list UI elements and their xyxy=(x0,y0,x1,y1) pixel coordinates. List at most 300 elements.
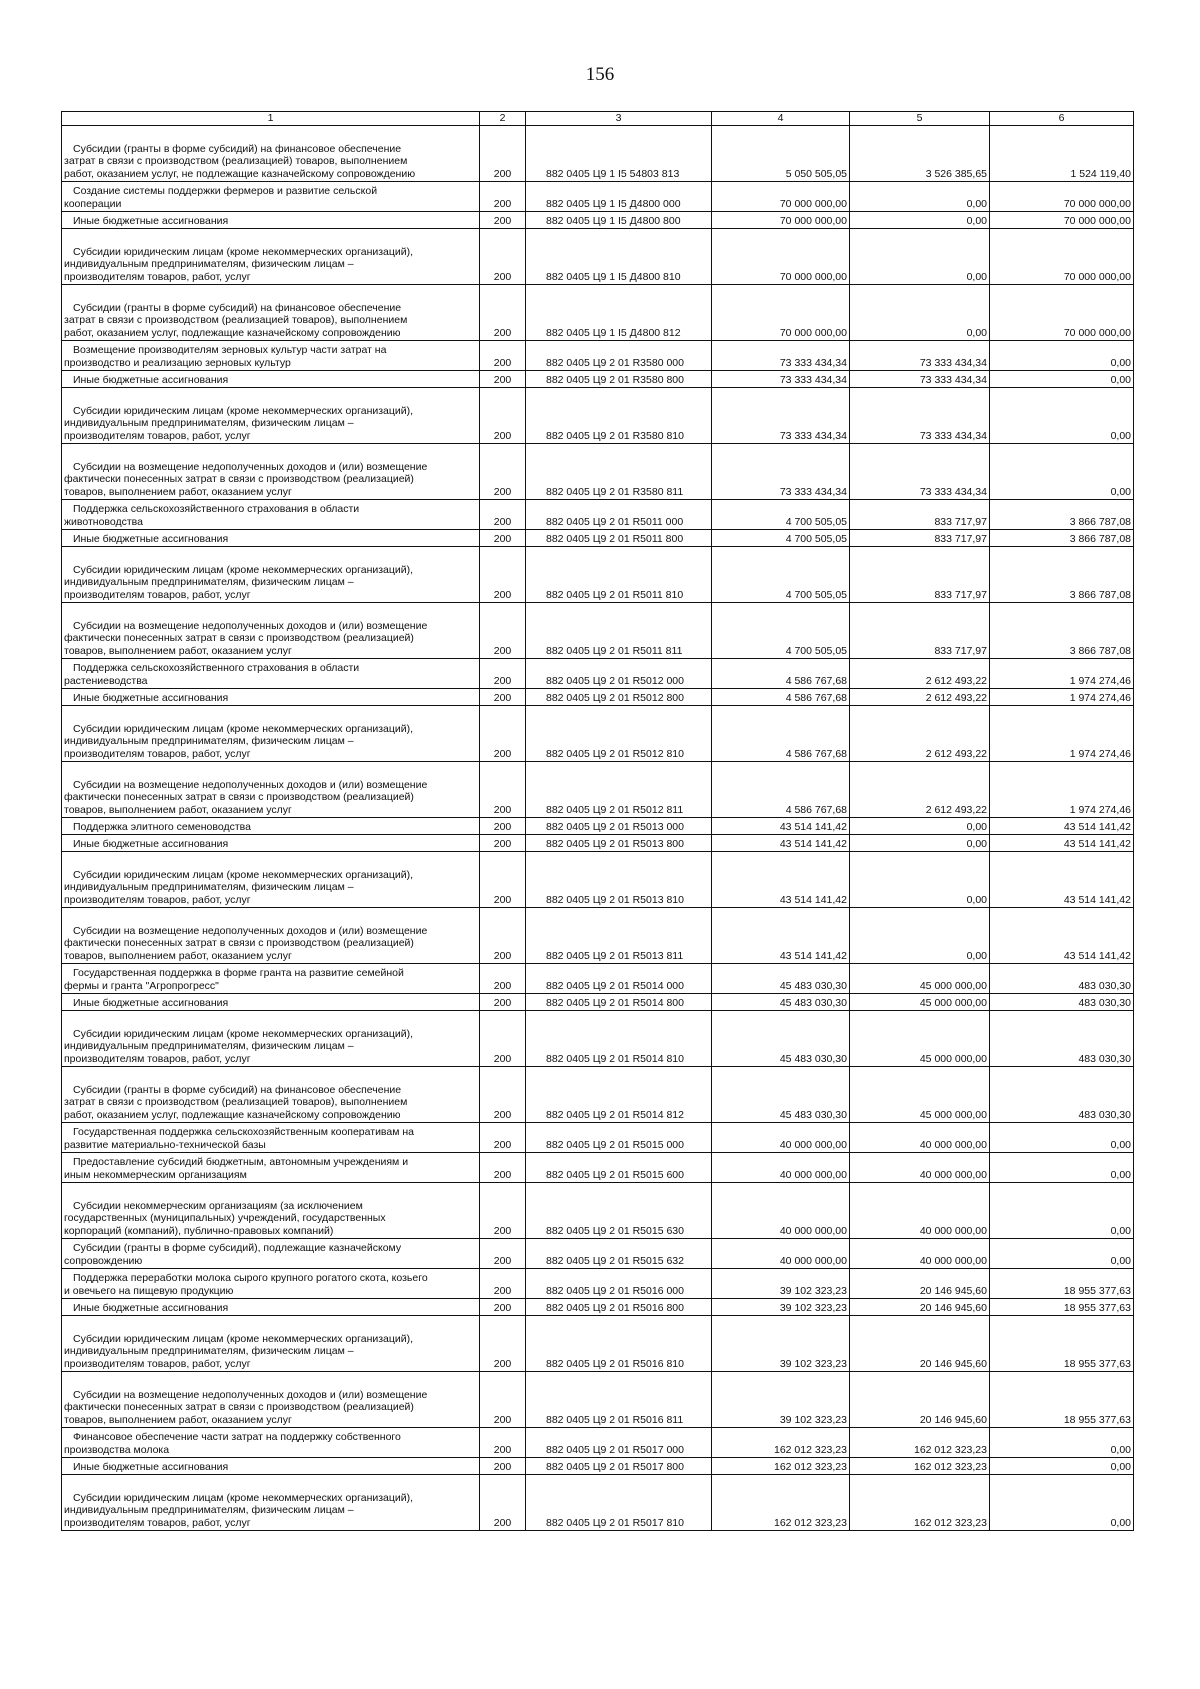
row-value-col4: 40 000 000,00 xyxy=(712,1123,850,1153)
description-line: Иные бюджетные ассигнования xyxy=(73,837,229,850)
table-row xyxy=(62,1428,1134,1458)
row-value-col6: 18 955 377,63 xyxy=(990,1316,1134,1372)
row-value-col4: 39 102 323,23 xyxy=(712,1316,850,1372)
row-budget-classification: 882 0405 Ц9 2 01 R5015 632 xyxy=(526,1239,712,1269)
description-line: товаров, выполнением работ, оказанием услуг xyxy=(64,949,292,962)
row-value-col5: 833 717,97 xyxy=(850,603,990,659)
row-description xyxy=(62,1183,480,1239)
table-row xyxy=(62,706,1134,762)
description-line: затрат в связи с производством (реализацией товаров), выполнением xyxy=(64,314,408,327)
description-line: Поддержка сельскохозяйственного страхования в области xyxy=(73,503,360,516)
row-description xyxy=(62,1269,480,1299)
row-description xyxy=(62,341,480,371)
column-header: 6 xyxy=(990,112,1134,126)
table-row xyxy=(62,1067,1134,1123)
row-value-col4: 4 586 767,68 xyxy=(712,762,850,818)
table-row xyxy=(62,229,1134,285)
row-code: 200 xyxy=(480,1372,526,1428)
row-description xyxy=(62,1299,480,1316)
description-line: фактически понесенных затрат в связи с производством (реализацией) xyxy=(64,632,414,645)
description-line: Финансовое обеспечение части затрат на поддержку собственного xyxy=(73,1431,401,1444)
row-budget-classification: 882 0405 Ц9 2 01 R3580 811 xyxy=(526,444,712,500)
row-value-col4: 70 000 000,00 xyxy=(712,285,850,341)
table-row xyxy=(62,964,1134,994)
row-value-col6: 18 955 377,63 xyxy=(990,1372,1134,1428)
row-description xyxy=(62,1475,480,1531)
table-row xyxy=(62,1123,1134,1153)
row-code: 200 xyxy=(480,1239,526,1269)
description-line: Иные бюджетные ассигнования xyxy=(73,691,229,704)
description-line: Субсидии юридическим лицам (кроме некоммерческих организаций), xyxy=(73,245,414,258)
column-header: 3 xyxy=(526,112,712,126)
row-value-col6: 0,00 xyxy=(990,1123,1134,1153)
description-line: Поддержка сельскохозяйственного страхования в области xyxy=(73,662,360,675)
row-code: 200 xyxy=(480,1183,526,1239)
row-description xyxy=(62,229,480,285)
row-description xyxy=(62,1428,480,1458)
row-value-col5: 40 000 000,00 xyxy=(850,1123,990,1153)
row-budget-classification: 882 0405 Ц9 2 01 R5011 811 xyxy=(526,603,712,659)
description-line: Субсидии юридическим лицам (кроме некоммерческих организаций), xyxy=(73,1027,414,1040)
row-value-col4: 43 514 141,42 xyxy=(712,908,850,964)
row-budget-classification: 882 0405 Ц9 2 01 R5011 810 xyxy=(526,547,712,603)
table-row xyxy=(62,1372,1134,1428)
row-value-col4: 70 000 000,00 xyxy=(712,212,850,229)
row-value-col4: 4 700 505,05 xyxy=(712,547,850,603)
description-line: Субсидии юридическим лицам (кроме некоммерческих организаций), xyxy=(73,1332,414,1345)
table-row xyxy=(62,388,1134,444)
description-line: индивидуальным предпринимателям, физическим лицам – xyxy=(64,417,354,430)
row-value-col6: 43 514 141,42 xyxy=(990,852,1134,908)
row-value-col6: 18 955 377,63 xyxy=(990,1269,1134,1299)
row-budget-classification: 882 0405 Ц9 2 01 R3580 800 xyxy=(526,371,712,388)
description-line: товаров, выполнением работ, оказанием услуг xyxy=(64,644,292,657)
row-code: 200 xyxy=(480,689,526,706)
description-line: товаров, выполнением работ, оказанием услуг xyxy=(64,485,292,498)
row-code: 200 xyxy=(480,659,526,689)
description-line: фактически понесенных затрат в связи с производством (реализацией) xyxy=(64,937,414,950)
row-value-col6: 0,00 xyxy=(990,1475,1134,1531)
row-code: 200 xyxy=(480,212,526,229)
row-value-col4: 45 483 030,30 xyxy=(712,1067,850,1123)
description-line: Субсидии (гранты в форме субсидий) на финансовое обеспечение xyxy=(73,142,402,155)
table-row xyxy=(62,1475,1134,1531)
description-line: работ, оказанием услуг, подлежащие казначейскому сопровождению xyxy=(64,1108,401,1121)
table-row xyxy=(62,285,1134,341)
description-line: Субсидии юридическим лицам (кроме некоммерческих организаций), xyxy=(73,868,414,881)
description-line: товаров, выполнением работ, оказанием услуг xyxy=(64,1413,292,1426)
row-value-col6: 483 030,30 xyxy=(990,1011,1134,1067)
row-value-col4: 4 586 767,68 xyxy=(712,706,850,762)
row-value-col6: 483 030,30 xyxy=(990,1067,1134,1123)
table-row xyxy=(62,1458,1134,1475)
row-description xyxy=(62,212,480,229)
row-budget-classification: 882 0405 Ц9 2 01 R5017 810 xyxy=(526,1475,712,1531)
table-row xyxy=(62,212,1134,229)
row-value-col6: 483 030,30 xyxy=(990,964,1134,994)
table-row xyxy=(62,444,1134,500)
row-value-col6: 18 955 377,63 xyxy=(990,1299,1134,1316)
row-value-col5: 45 000 000,00 xyxy=(850,964,990,994)
row-code: 200 xyxy=(480,603,526,659)
row-description xyxy=(62,1011,480,1067)
description-line: Иные бюджетные ассигнования xyxy=(73,373,229,386)
row-budget-classification: 882 0405 Ц9 2 01 R5012 810 xyxy=(526,706,712,762)
description-line: Возмещение производителям зерновых культур части затрат на xyxy=(73,344,387,357)
description-line: иным некоммерческим организациям xyxy=(64,1168,247,1181)
description-line: производителям товаров, работ, услуг xyxy=(64,1357,251,1370)
description-line: Предоставление субсидий бюджетным, автономным учреждениям и xyxy=(73,1156,409,1169)
description-line: производство и реализацию зерновых культур xyxy=(64,356,291,369)
row-value-col5: 3 526 385,65 xyxy=(850,126,990,182)
row-value-col5: 833 717,97 xyxy=(850,530,990,547)
description-line: и овечьего на пищевую продукцию xyxy=(64,1284,234,1297)
row-value-col4: 73 333 434,34 xyxy=(712,371,850,388)
row-value-col5: 162 012 323,23 xyxy=(850,1458,990,1475)
table-row xyxy=(62,762,1134,818)
row-value-col6: 1 974 274,46 xyxy=(990,659,1134,689)
row-value-col4: 40 000 000,00 xyxy=(712,1239,850,1269)
row-value-col5: 0,00 xyxy=(850,908,990,964)
row-value-col4: 39 102 323,23 xyxy=(712,1372,850,1428)
row-value-col4: 45 483 030,30 xyxy=(712,1011,850,1067)
row-budget-classification: 882 0405 Ц9 2 01 R5012 800 xyxy=(526,689,712,706)
row-description xyxy=(62,126,480,182)
row-value-col4: 73 333 434,34 xyxy=(712,341,850,371)
table-row xyxy=(62,1239,1134,1269)
row-code: 200 xyxy=(480,1475,526,1531)
row-budget-classification: 882 0405 Ц9 2 01 R5017 800 xyxy=(526,1458,712,1475)
description-line: Поддержка элитного семеноводства xyxy=(73,820,251,833)
row-code: 200 xyxy=(480,182,526,212)
header-row xyxy=(62,112,1134,126)
row-budget-classification: 882 0405 Ц9 2 01 R5013 800 xyxy=(526,835,712,852)
description-line: затрат в связи с производством (реализацией) товаров, выполнением xyxy=(64,155,408,168)
row-value-col5: 40 000 000,00 xyxy=(850,1239,990,1269)
row-description xyxy=(62,371,480,388)
row-description xyxy=(62,182,480,212)
row-budget-classification: 882 0405 Ц9 1 I5 Д4800 800 xyxy=(526,212,712,229)
table-row xyxy=(62,818,1134,835)
row-value-col6: 0,00 xyxy=(990,1153,1134,1183)
row-budget-classification: 882 0405 Ц9 1 I5 54803 813 xyxy=(526,126,712,182)
row-description xyxy=(62,852,480,908)
table-row xyxy=(62,182,1134,212)
row-value-col4: 4 586 767,68 xyxy=(712,689,850,706)
row-value-col5: 2 612 493,22 xyxy=(850,706,990,762)
row-value-col4: 4 700 505,05 xyxy=(712,500,850,530)
description-line: индивидуальным предпринимателям, физическим лицам – xyxy=(64,1040,354,1053)
row-value-col5: 20 146 945,60 xyxy=(850,1299,990,1316)
description-line: затрат в связи с производством (реализацией товаров), выполнением xyxy=(64,1096,408,1109)
row-description xyxy=(62,500,480,530)
row-code: 200 xyxy=(480,530,526,547)
row-code: 200 xyxy=(480,388,526,444)
row-value-col6: 43 514 141,42 xyxy=(990,835,1134,852)
row-code: 200 xyxy=(480,341,526,371)
row-value-col5: 2 612 493,22 xyxy=(850,762,990,818)
description-line: фермы и гранта "Агропрогресс" xyxy=(64,979,219,992)
row-code: 200 xyxy=(480,1428,526,1458)
row-budget-classification: 882 0405 Ц9 2 01 R3580 810 xyxy=(526,388,712,444)
description-line: кооперации xyxy=(64,197,122,210)
description-line: Поддержка переработки молока сырого крупного рогатого скота, козьего xyxy=(73,1272,428,1285)
row-value-col6: 483 030,30 xyxy=(990,994,1134,1011)
row-budget-classification: 882 0405 Ц9 1 I5 Д4800 812 xyxy=(526,285,712,341)
description-line: Субсидии на возмещение недополученных доходов и (или) возмещение xyxy=(73,619,428,632)
row-description xyxy=(62,835,480,852)
row-value-col5: 2 612 493,22 xyxy=(850,689,990,706)
row-value-col5: 20 146 945,60 xyxy=(850,1372,990,1428)
row-code: 200 xyxy=(480,285,526,341)
row-value-col5: 0,00 xyxy=(850,835,990,852)
description-line: индивидуальным предпринимателям, физическим лицам – xyxy=(64,576,354,589)
description-line: индивидуальным предпринимателям, физическим лицам – xyxy=(64,1504,354,1517)
table-row xyxy=(62,1299,1134,1316)
table-row xyxy=(62,1316,1134,1372)
row-value-col6: 0,00 xyxy=(990,444,1134,500)
description-line: растениеводства xyxy=(64,674,148,687)
row-value-col4: 4 700 505,05 xyxy=(712,530,850,547)
row-budget-classification: 882 0405 Ц9 2 01 R5015 630 xyxy=(526,1183,712,1239)
row-value-col4: 162 012 323,23 xyxy=(712,1458,850,1475)
row-description xyxy=(62,1458,480,1475)
row-code: 200 xyxy=(480,762,526,818)
row-budget-classification: 882 0405 Ц9 2 01 R5012 811 xyxy=(526,762,712,818)
table-row xyxy=(62,1269,1134,1299)
row-description xyxy=(62,603,480,659)
row-budget-classification: 882 0405 Ц9 1 I5 Д4800 000 xyxy=(526,182,712,212)
row-value-col5: 40 000 000,00 xyxy=(850,1153,990,1183)
row-value-col4: 73 333 434,34 xyxy=(712,388,850,444)
row-code: 200 xyxy=(480,1123,526,1153)
description-line: Субсидии некоммерческим организациям (за исключением xyxy=(73,1199,363,1212)
row-value-col6: 43 514 141,42 xyxy=(990,818,1134,835)
description-line: Субсидии (гранты в форме субсидий), подлежащие казначейскому xyxy=(73,1242,402,1255)
row-description xyxy=(62,1123,480,1153)
row-value-col4: 43 514 141,42 xyxy=(712,818,850,835)
row-budget-classification: 882 0405 Ц9 2 01 R5011 800 xyxy=(526,530,712,547)
row-description xyxy=(62,1153,480,1183)
row-value-col4: 162 012 323,23 xyxy=(712,1428,850,1458)
row-value-col6: 70 000 000,00 xyxy=(990,229,1134,285)
row-value-col5: 73 333 434,34 xyxy=(850,341,990,371)
row-budget-classification: 882 0405 Ц9 2 01 R3580 000 xyxy=(526,341,712,371)
row-description xyxy=(62,908,480,964)
row-value-col5: 73 333 434,34 xyxy=(850,371,990,388)
row-value-col5: 40 000 000,00 xyxy=(850,1183,990,1239)
row-code: 200 xyxy=(480,706,526,762)
description-line: производителям товаров, работ, услуг xyxy=(64,747,251,760)
table-row xyxy=(62,1183,1134,1239)
description-line: производителям товаров, работ, услуг xyxy=(64,1516,251,1529)
description-line: Субсидии на возмещение недополученных доходов и (или) возмещение xyxy=(73,924,428,937)
description-line: Субсидии юридическим лицам (кроме некоммерческих организаций), xyxy=(73,1491,414,1504)
column-header: 2 xyxy=(480,112,526,126)
row-code: 200 xyxy=(480,1269,526,1299)
row-value-col6: 0,00 xyxy=(990,1239,1134,1269)
row-value-col4: 4 586 767,68 xyxy=(712,659,850,689)
row-code: 200 xyxy=(480,852,526,908)
row-value-col4: 43 514 141,42 xyxy=(712,835,850,852)
row-code: 200 xyxy=(480,229,526,285)
row-code: 200 xyxy=(480,835,526,852)
table-row xyxy=(62,341,1134,371)
row-value-col6: 3 866 787,08 xyxy=(990,603,1134,659)
description-line: производителям товаров, работ, услуг xyxy=(64,270,251,283)
row-value-col6: 1 524 119,40 xyxy=(990,126,1134,182)
description-line: Иные бюджетные ассигнования xyxy=(73,214,229,227)
description-line: животноводства xyxy=(64,515,143,528)
row-budget-classification: 882 0405 Ц9 2 01 R5013 810 xyxy=(526,852,712,908)
description-line: производителям товаров, работ, услуг xyxy=(64,429,251,442)
row-value-col6: 1 974 274,46 xyxy=(990,689,1134,706)
row-description xyxy=(62,1372,480,1428)
description-line: работ, оказанием услуг, подлежащие казначейскому сопровождению xyxy=(64,326,401,339)
row-value-col5: 833 717,97 xyxy=(850,547,990,603)
row-value-col6: 0,00 xyxy=(990,1458,1134,1475)
row-code: 200 xyxy=(480,1316,526,1372)
table-row xyxy=(62,1153,1134,1183)
table-row xyxy=(62,689,1134,706)
row-value-col6: 1 974 274,46 xyxy=(990,762,1134,818)
row-code: 200 xyxy=(480,444,526,500)
row-value-col6: 3 866 787,08 xyxy=(990,547,1134,603)
row-value-col4: 45 483 030,30 xyxy=(712,964,850,994)
row-description xyxy=(62,1067,480,1123)
row-value-col5: 833 717,97 xyxy=(850,500,990,530)
row-value-col5: 20 146 945,60 xyxy=(850,1269,990,1299)
description-line: производителям товаров, работ, услуг xyxy=(64,1052,251,1065)
row-budget-classification: 882 0405 Ц9 2 01 R5017 000 xyxy=(526,1428,712,1458)
row-value-col4: 40 000 000,00 xyxy=(712,1153,850,1183)
row-value-col4: 45 483 030,30 xyxy=(712,994,850,1011)
row-value-col5: 45 000 000,00 xyxy=(850,1011,990,1067)
row-budget-classification: 882 0405 Ц9 2 01 R5014 800 xyxy=(526,994,712,1011)
table-row xyxy=(62,371,1134,388)
row-budget-classification: 882 0405 Ц9 2 01 R5014 812 xyxy=(526,1067,712,1123)
description-line: Субсидии юридическим лицам (кроме некоммерческих организаций), xyxy=(73,563,414,576)
row-budget-classification: 882 0405 Ц9 2 01 R5016 000 xyxy=(526,1269,712,1299)
table-row xyxy=(62,994,1134,1011)
column-header: 5 xyxy=(850,112,990,126)
row-value-col4: 73 333 434,34 xyxy=(712,444,850,500)
row-description xyxy=(62,689,480,706)
row-value-col4: 70 000 000,00 xyxy=(712,229,850,285)
row-value-col5: 0,00 xyxy=(850,212,990,229)
description-line: Субсидии на возмещение недополученных доходов и (или) возмещение xyxy=(73,460,428,473)
row-budget-classification: 882 0405 Ц9 2 01 R5013 811 xyxy=(526,908,712,964)
row-description xyxy=(62,818,480,835)
row-value-col4: 70 000 000,00 xyxy=(712,182,850,212)
description-line: государственных (муниципальных) учреждений, государственных xyxy=(64,1212,386,1225)
row-budget-classification: 882 0405 Ц9 2 01 R5013 000 xyxy=(526,818,712,835)
row-description xyxy=(62,388,480,444)
row-description xyxy=(62,964,480,994)
row-code: 200 xyxy=(480,818,526,835)
row-value-col6: 70 000 000,00 xyxy=(990,182,1134,212)
row-value-col5: 0,00 xyxy=(850,229,990,285)
row-value-col6: 70 000 000,00 xyxy=(990,285,1134,341)
row-description xyxy=(62,1239,480,1269)
row-value-col6: 3 866 787,08 xyxy=(990,500,1134,530)
row-value-col6: 3 866 787,08 xyxy=(990,530,1134,547)
row-value-col4: 162 012 323,23 xyxy=(712,1475,850,1531)
row-budget-classification: 882 0405 Ц9 2 01 R5015 600 xyxy=(526,1153,712,1183)
row-code: 200 xyxy=(480,1299,526,1316)
description-line: индивидуальным предпринимателям, физическим лицам – xyxy=(64,735,354,748)
row-budget-classification: 882 0405 Ц9 2 01 R5014 810 xyxy=(526,1011,712,1067)
row-value-col5: 0,00 xyxy=(850,852,990,908)
row-code: 200 xyxy=(480,371,526,388)
description-line: индивидуальным предпринимателям, физическим лицам – xyxy=(64,258,354,271)
description-line: работ, оказанием услуг, не подлежащие казначейскому сопровождению xyxy=(64,167,416,180)
row-value-col4: 5 050 505,05 xyxy=(712,126,850,182)
row-description xyxy=(62,285,480,341)
description-line: корпораций (компаний), публично-правовых компаний) xyxy=(64,1224,334,1237)
row-value-col6: 43 514 141,42 xyxy=(990,908,1134,964)
page-number: 156 xyxy=(585,64,615,85)
description-line: Создание системы поддержки фермеров и развитие сельской xyxy=(73,185,378,198)
row-budget-classification: 882 0405 Ц9 2 01 R5016 800 xyxy=(526,1299,712,1316)
table-row xyxy=(62,852,1134,908)
row-value-col4: 4 700 505,05 xyxy=(712,603,850,659)
description-line: сопровождению xyxy=(64,1254,143,1267)
row-value-col6: 0,00 xyxy=(990,371,1134,388)
row-value-col6: 0,00 xyxy=(990,341,1134,371)
row-description xyxy=(62,762,480,818)
row-description xyxy=(62,547,480,603)
row-value-col4: 40 000 000,00 xyxy=(712,1183,850,1239)
row-budget-classification: 882 0405 Ц9 2 01 R5012 000 xyxy=(526,659,712,689)
row-code: 200 xyxy=(480,1067,526,1123)
row-value-col6: 70 000 000,00 xyxy=(990,212,1134,229)
table-row xyxy=(62,126,1134,182)
description-line: фактически понесенных затрат в связи с производством (реализацией) xyxy=(64,1401,414,1414)
description-line: Субсидии на возмещение недополученных доходов и (или) возмещение xyxy=(73,1388,428,1401)
description-line: Субсидии (гранты в форме субсидий) на финансовое обеспечение xyxy=(73,1083,402,1096)
row-value-col5: 73 333 434,34 xyxy=(850,444,990,500)
row-value-col6: 0,00 xyxy=(990,388,1134,444)
table-row xyxy=(62,659,1134,689)
table-row xyxy=(62,908,1134,964)
table-row xyxy=(62,1011,1134,1067)
row-description xyxy=(62,994,480,1011)
row-description xyxy=(62,1316,480,1372)
table-row xyxy=(62,547,1134,603)
row-value-col5: 45 000 000,00 xyxy=(850,1067,990,1123)
row-code: 200 xyxy=(480,908,526,964)
row-code: 200 xyxy=(480,500,526,530)
description-line: Субсидии (гранты в форме субсидий) на финансовое обеспечение xyxy=(73,301,402,314)
row-code: 200 xyxy=(480,126,526,182)
description-line: Субсидии юридическим лицам (кроме некоммерческих организаций), xyxy=(73,722,414,735)
row-value-col4: 43 514 141,42 xyxy=(712,852,850,908)
row-budget-classification: 882 0405 Ц9 2 01 R5011 000 xyxy=(526,500,712,530)
table-row xyxy=(62,835,1134,852)
row-value-col5: 2 612 493,22 xyxy=(850,659,990,689)
table-row xyxy=(62,500,1134,530)
column-header: 4 xyxy=(712,112,850,126)
row-budget-classification: 882 0405 Ц9 2 01 R5014 000 xyxy=(526,964,712,994)
description-line: производителям товаров, работ, услуг xyxy=(64,588,251,601)
row-budget-classification: 882 0405 Ц9 2 01 R5015 000 xyxy=(526,1123,712,1153)
description-line: производства молока xyxy=(64,1443,170,1456)
description-line: товаров, выполнением работ, оказанием услуг xyxy=(64,803,292,816)
description-line: Иные бюджетные ассигнования xyxy=(73,532,229,545)
description-line: фактически понесенных затрат в связи с производством (реализацией) xyxy=(64,791,414,804)
row-code: 200 xyxy=(480,1458,526,1475)
